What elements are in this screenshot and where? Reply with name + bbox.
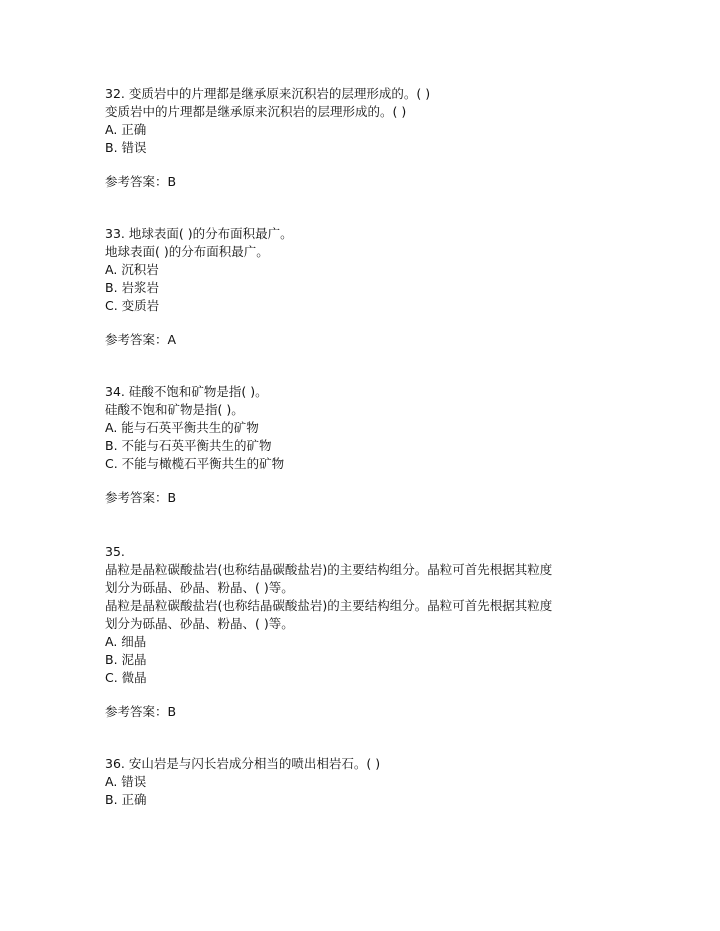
question-stem: 晶粒是晶粒碳酸盐岩(也称结晶碳酸盐岩)的主要结构组分。晶粒可首先根据其粒度 bbox=[105, 562, 553, 577]
question-stem: 地球表面( )的分布面积最广。 bbox=[105, 244, 269, 259]
option-a: A. 正确 bbox=[105, 122, 147, 137]
question-title: 32. 变质岩中的片理都是继承原来沉积岩的层理形成的。( ) bbox=[105, 86, 431, 101]
question-title: 34. 硅酸不饱和矿物是指( )。 bbox=[105, 384, 268, 399]
question-title: 33. 地球表面( )的分布面积最广。 bbox=[105, 226, 293, 241]
option-a: A. 沉积岩 bbox=[105, 262, 159, 277]
question-36 bbox=[105, 755, 685, 809]
question-35 bbox=[105, 543, 685, 721]
question-stem: 划分为砾晶、砂晶、粉晶、( )等。 bbox=[105, 616, 294, 631]
document-page bbox=[105, 85, 685, 809]
option-b: B. 不能与石英平衡共生的矿物 bbox=[105, 438, 272, 453]
option-b: B. 泥晶 bbox=[105, 652, 147, 667]
question-title: 35. bbox=[105, 544, 125, 559]
option-b: B. 岩浆岩 bbox=[105, 280, 160, 295]
option-b: B. 错误 bbox=[105, 140, 147, 155]
answer-key: 参考答案：B bbox=[105, 174, 177, 189]
question-stem: 晶粒是晶粒碳酸盐岩(也称结晶碳酸盐岩)的主要结构组分。晶粒可首先根据其粒度 bbox=[105, 598, 553, 613]
question-34 bbox=[105, 383, 685, 507]
question-title: 36. 安山岩是与闪长岩成分相当的喷出相岩石。( ) bbox=[105, 756, 381, 771]
question-stem: 硅酸不饱和矿物是指( )。 bbox=[105, 402, 244, 417]
question-32 bbox=[105, 85, 685, 191]
option-b: B. 正确 bbox=[105, 792, 147, 807]
answer-key: 参考答案：B bbox=[105, 704, 177, 719]
option-a: A. 能与石英平衡共生的矿物 bbox=[105, 420, 259, 435]
option-a: A. 细晶 bbox=[105, 634, 147, 649]
question-33 bbox=[105, 225, 685, 349]
question-stem: 变质岩中的片理都是继承原来沉积岩的层理形成的。( ) bbox=[105, 104, 407, 119]
option-c: C. 微晶 bbox=[105, 670, 147, 685]
option-c: C. 变质岩 bbox=[105, 298, 160, 313]
answer-key: 参考答案：B bbox=[105, 490, 177, 505]
question-stem: 划分为砾晶、砂晶、粉晶、( )等。 bbox=[105, 580, 294, 595]
option-a: A. 错误 bbox=[105, 774, 147, 789]
option-c: C. 不能与橄榄石平衡共生的矿物 bbox=[105, 456, 285, 471]
answer-key: 参考答案：A bbox=[105, 332, 177, 347]
